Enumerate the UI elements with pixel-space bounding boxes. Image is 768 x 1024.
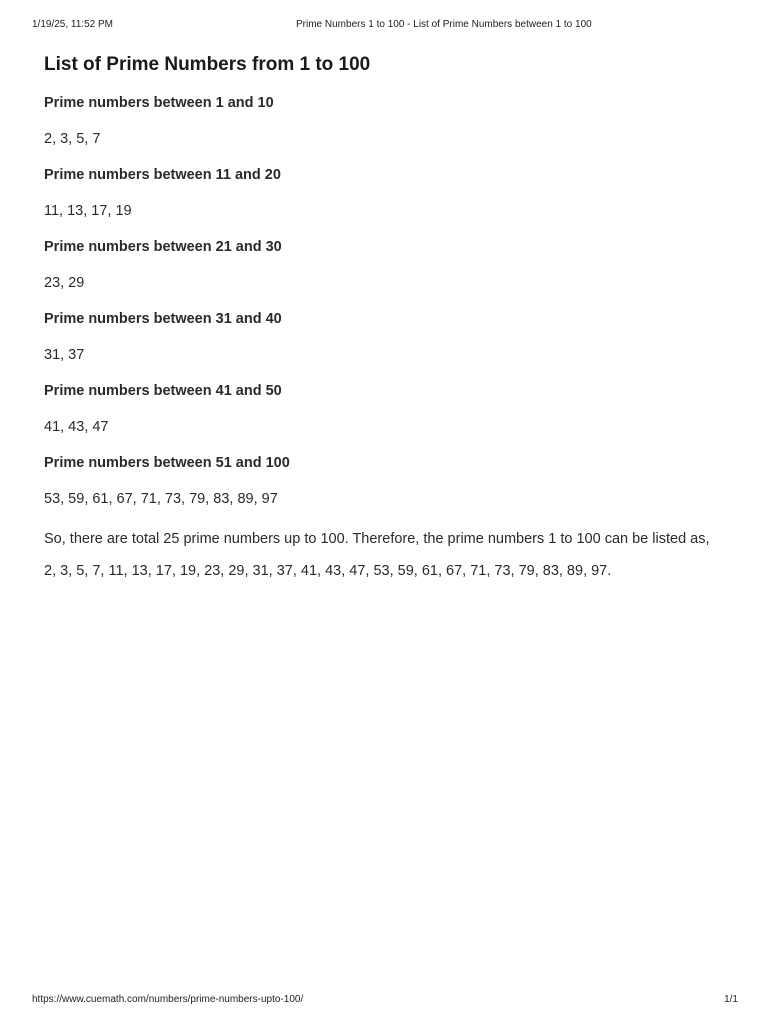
section-heading: Prime numbers between 41 and 50 xyxy=(44,383,282,399)
prime-section xyxy=(44,310,734,365)
section-values: 2, 3, 5, 7 xyxy=(44,131,101,147)
prime-section xyxy=(44,382,734,437)
prime-section xyxy=(44,94,734,149)
print-header xyxy=(32,19,736,33)
section-heading: Prime numbers between 31 and 40 xyxy=(44,311,282,327)
print-footer xyxy=(32,994,738,1008)
page-number: 1/1 xyxy=(724,994,738,1005)
prime-section xyxy=(44,238,734,293)
section-values: 23, 29 xyxy=(44,275,85,291)
article-content xyxy=(44,53,734,581)
section-values: 31, 37 xyxy=(44,347,85,363)
section-values: 53, 59, 61, 67, 71, 73, 79, 83, 89, 97 xyxy=(44,491,278,507)
section-values: 11, 13, 17, 19 xyxy=(44,203,132,219)
section-heading: Prime numbers between 51 and 100 xyxy=(44,455,290,471)
document-title: Prime Numbers 1 to 100 - List of Prime Numbers between 1 to 100 xyxy=(296,19,592,30)
full-prime-list: 2, 3, 5, 7, 11, 13, 17, 19, 23, 29, 31, 37, 41, 43, 47, 53, 59, 61, 67, 71, 73, 79, 83, 89, 97. xyxy=(44,563,612,579)
summary-paragraph: So, there are total 25 prime numbers up to 100. Therefore, the prime numbers 1 to 100 can be listed as, xyxy=(44,531,710,547)
page-title: List of Prime Numbers from 1 to 100 xyxy=(44,54,371,75)
prime-section xyxy=(44,454,734,509)
section-heading: Prime numbers between 21 and 30 xyxy=(44,239,282,255)
section-heading: Prime numbers between 1 and 10 xyxy=(44,95,274,111)
print-date: 1/19/25, 11:52 PM xyxy=(32,19,113,30)
source-url: https://www.cuemath.com/numbers/prime-numbers-upto-100/ xyxy=(32,994,304,1005)
prime-section xyxy=(44,166,734,221)
section-values: 41, 43, 47 xyxy=(44,419,109,435)
section-heading: Prime numbers between 11 and 20 xyxy=(44,167,281,183)
